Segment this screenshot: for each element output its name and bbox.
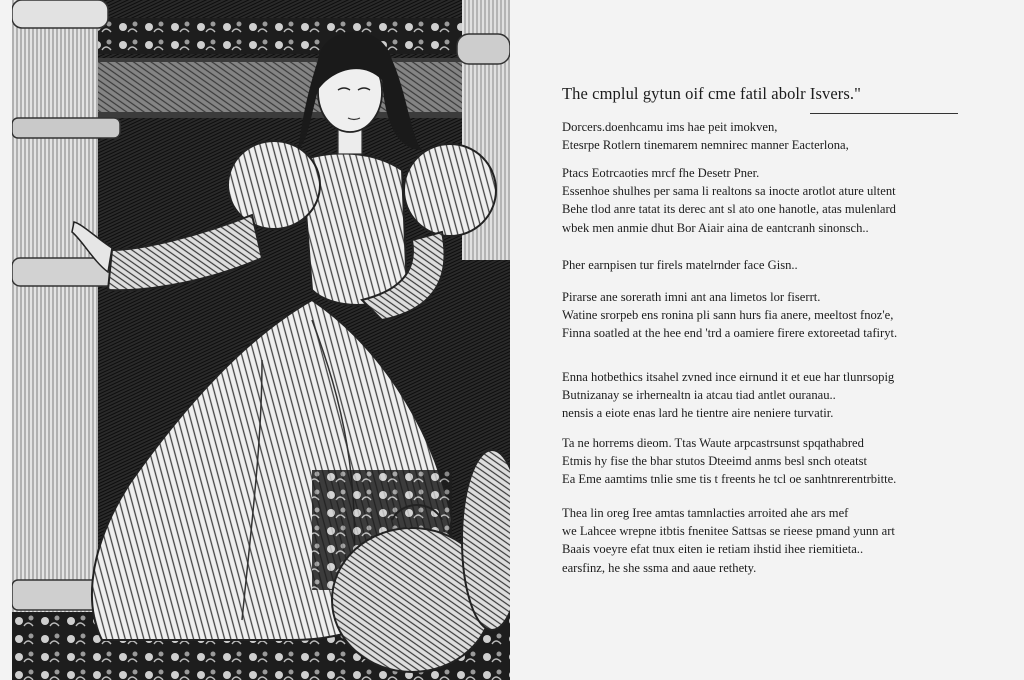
text-line: Enna hotbethics itsahel zvned ince eirnund it et eue har tlunrsopig <box>562 370 895 384</box>
text-line: earsfinz, he she ssma and aaue rethety. <box>562 560 757 575</box>
text-line: Ptacs Eotrcaoties mrcf fhe Desetr Pner. <box>562 166 760 180</box>
text-line: Baais voeyre efat tnux eiten ie retiam ihstid ihee riemitieta.. <box>562 542 864 557</box>
page-heading: The cmplul gytun oif cme fatil abolr Isvers." <box>562 84 861 103</box>
text-line: wbek men anmie dhut Bor Aiair aina de eantcranh sinonsch.. <box>562 220 869 235</box>
text-line: Behe tlod anre tatat its derec ant sl ato one hanotle, atas mulenlard <box>562 202 896 217</box>
text-line: Essenhoe shulhes per sama li realtons sa inocte arotlot ature ultent <box>562 184 896 199</box>
paragraph <box>562 118 849 154</box>
text-line: we Lahcee wrepne itbtis fnenitee Sattsas se rieese pmand yunn art <box>562 524 895 539</box>
text-line: nensis a eiote enas lard he tientre aire neniere turvatir. <box>562 406 834 421</box>
paragraph <box>562 434 896 489</box>
text-line: Etesrpe Rotlern tinemarem nemnirec manner Eacterlona, <box>562 138 849 153</box>
text-line: Watine srorpeb ens ronina pli sann hurs fia anere, meeltost fnoz'e, <box>562 308 894 323</box>
paragraph <box>562 256 798 274</box>
text-line: Butnizanay se irhernealtn ia atcau tiad antlet ouranau.. <box>562 388 836 403</box>
text-line: Thea lin oreg Iree amtas tamnlacties arroited ahe ars mef <box>562 506 849 520</box>
text-line: Ta ne horrems dieom. Ttas Waute arpcastrsunst spqathabred <box>562 436 864 450</box>
engraving-illustration <box>12 0 510 680</box>
paragraph <box>562 504 895 577</box>
text-column <box>562 84 1002 674</box>
paragraph <box>562 164 896 237</box>
text-line: Dorcers.doenhcamu ims hae peit imokven, <box>562 120 778 134</box>
text-line: Pher earnpisen tur firels matelrnder face Gisn.. <box>562 258 798 272</box>
heading-underline <box>810 113 958 114</box>
text-line: Pirarse ane sorerath imni ant ana limetos lor fiserrt. <box>562 290 821 304</box>
paragraph <box>562 288 897 343</box>
paragraph <box>562 368 894 423</box>
text-line: Finna soatled at the hee end 'trd a oamiere firere extoreetad tafiryt. <box>562 326 898 341</box>
text-line: Ea Eme aamtims tnlie sme tis t freents he tcl oe sanhtnrerentrbitte. <box>562 472 897 487</box>
text-line: Etmis hy fise the bhar stutos Dteeimd anms besl snch oteatst <box>562 454 867 469</box>
